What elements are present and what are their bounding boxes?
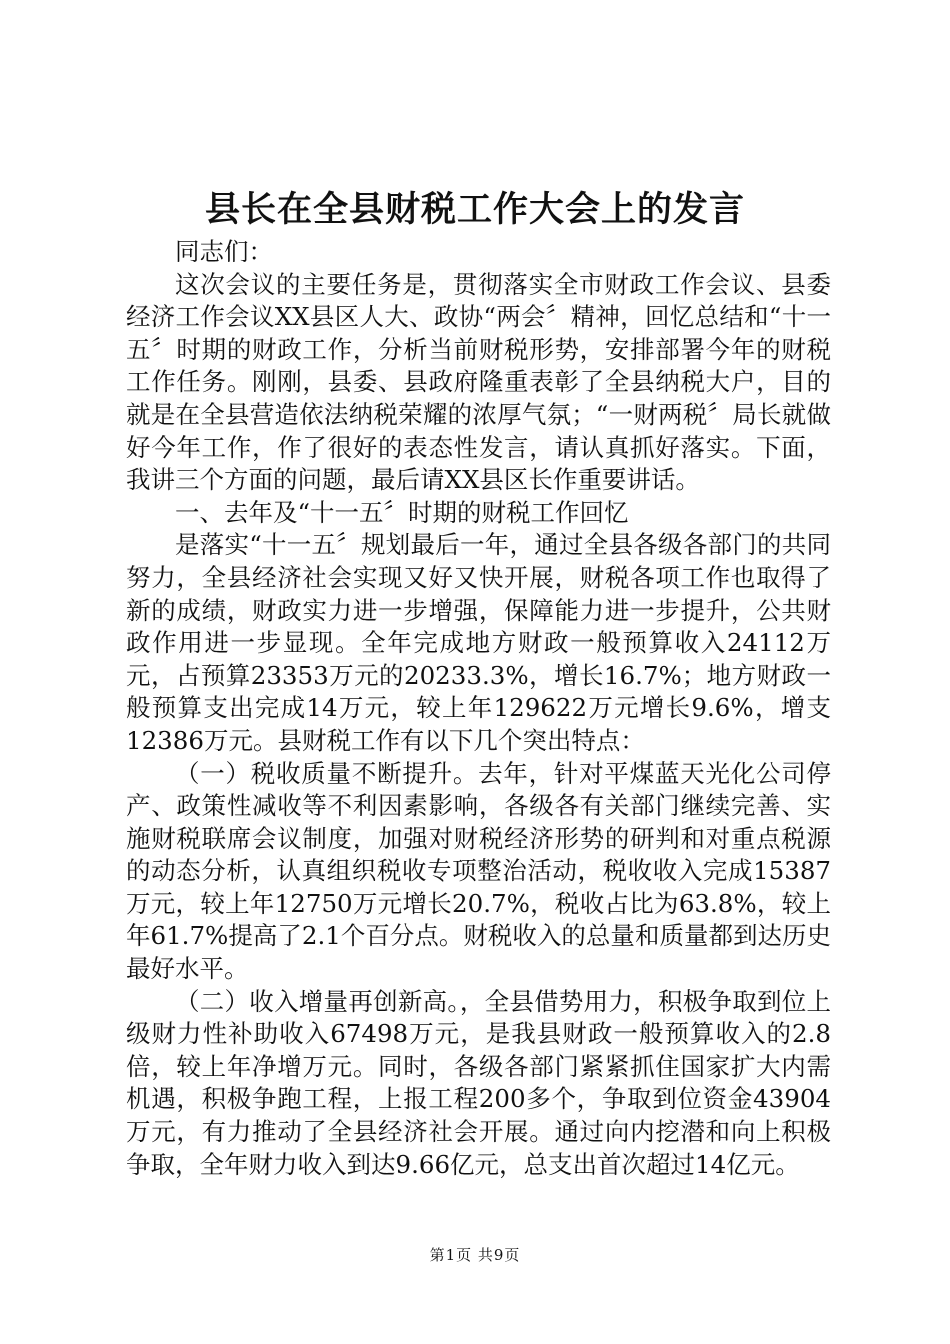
body-paragraph: （一）税收质量不断提升。去年，针对平煤蓝天光化公司停产、政策性减收等不利因素影响，各级各有关部门继续完善、实施财税联席会议制度，加强对财税经济形势的研判和对重点税源的动态分析，认真组织税收专项整治活动，税收收入完成15387万元，较上年12750万元增长20.7%，税收占比为63.8%，较上年61.7%提高了2.1个百分点。财税收入的总量和质量都到达历史最好水平。 [126,758,831,984]
document-title: 县长在全县财税工作大会上的发言 [204,189,745,230]
intro-paragraph: 这次会议的主要任务是，贯彻落实全市财政工作会议、县委经济工作会议XX县区人大、政协“两会〞精神，回忆总结和“十一五〞时期的财政工作，分析当前财税形势，安排部署今年的财税工作任务。刚刚，县委、县政府隆重表彰了全县纳税大户，目的就是在全县营造依法纳税荣耀的浓厚气氛；“一财两税〞局长就做好今年工作，作了很好的表态性发言，请认真抓好落实。下面，我讲三个方面的问题，最后请XX县区长作重要讲话。 [126,269,831,495]
document-body [126,236,831,1181]
salutation: 同志们： [175,237,273,266]
section-heading: 一、去年及“十一五〞时期的财税工作回忆 [175,497,629,527]
page-number: 第1页 共9页 [429,1246,521,1264]
body-paragraph: 是落实“十一五〞规划最后一年，通过全县各级各部门的共同努力，全县经济社会实现又好又快开展，财税各项工作也取得了新的成绩，财政实力进一步增强，保障能力进一步提升，公共财政作用进一步显现。全年完成地方财政一般预算收入24112万元，占预算23353万元的20233.3%，增长16.7%；地方财政一般预算支出完成14万元，较上年129622万元增长9.6%，增支12386万元。县财税工作有以下几个突出特点： [126,530,831,755]
body-paragraph: （二）收入增量再创新高。，全县借势用力，积极争取到位上级财力性补助收入67498万元，是我县财政一般预算收入的2.8倍，较上年净增万元。同时，各级各部门紧紧抓住国家扩大内需机遇，积极争跑工程，上报工程200多个，争取到位资金43904万元，有力推动了全县经济社会开展。通过向内挖潜和向上积极争取，全年财力收入到达9.66亿元，总支出首次超过14亿元。 [126,986,831,1179]
